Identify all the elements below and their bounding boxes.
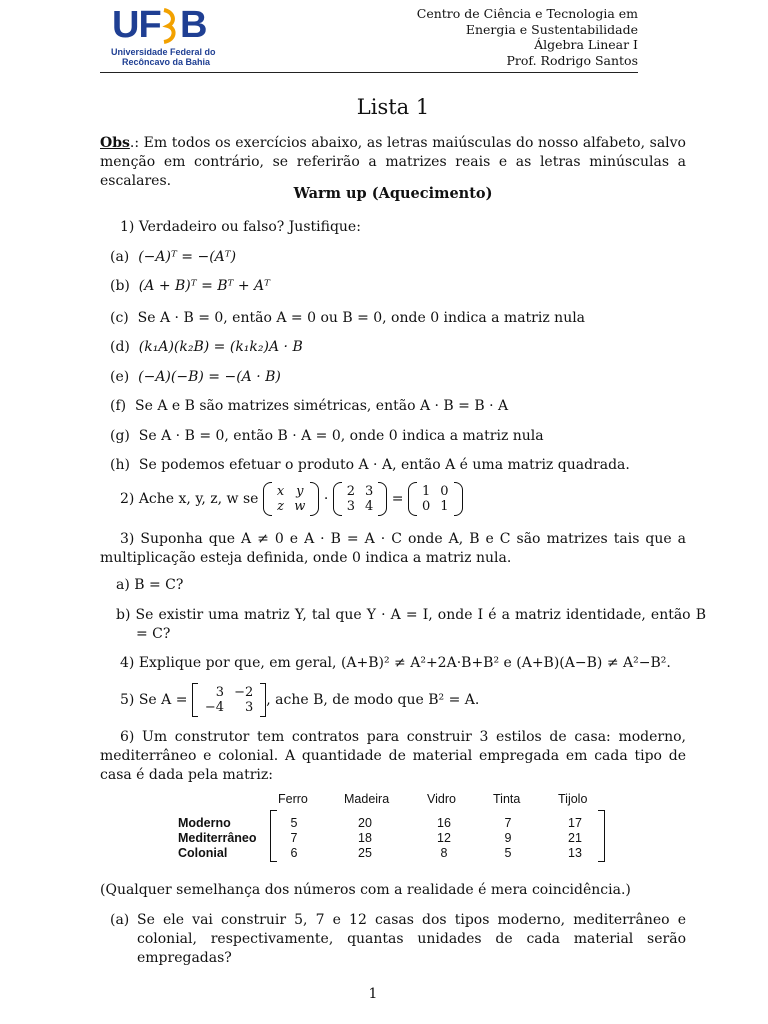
- row-label: Moderno: [178, 816, 231, 830]
- item-label: (e): [110, 369, 130, 385]
- q4: 4) Explique por que, em geral, (A+B)² ≠ A²+2A·B+B² e (A+B)(A−B) ≠ A²−B².: [120, 655, 671, 671]
- item-text: (k₁A)(k₂B) = (k₁k₂)A · B: [138, 339, 303, 355]
- matrix-bracket-right: [598, 810, 605, 862]
- col-header: Madeira: [344, 792, 390, 806]
- item-label: (f): [110, 398, 127, 414]
- matrix-cell: 7: [504, 816, 512, 830]
- matrix-cell: 9: [504, 831, 512, 845]
- q5-matrix: [192, 685, 266, 715]
- matrix-cell: 20: [358, 816, 372, 830]
- matrix-cell: w: [294, 499, 306, 514]
- matrix-cell: x: [276, 484, 285, 499]
- matrix-cell: 21: [568, 831, 582, 845]
- q1-item-b: [110, 277, 270, 296]
- q2-matrix-xyzw: [263, 484, 319, 514]
- item-text: Se A · B = 0, então B · A = 0, onde 0 indica a matriz nula: [138, 428, 544, 444]
- q1-item-a: [110, 248, 236, 267]
- obs-paragraph: [100, 134, 686, 191]
- item-text: Se A e B são matrizes simétricas, então A · B = B · A: [135, 398, 509, 414]
- matrix-cell: 0: [421, 499, 431, 514]
- header-info: [417, 6, 638, 68]
- matrix-cell: 0: [440, 484, 449, 499]
- q3-text: 3) Suponha que A ≠ 0 e A · B = A · C onde A, B e C são matrizes tais que a multiplicação esteja definida, onde 0 indica a matriz nula.: [100, 531, 686, 566]
- q1-item-d: [110, 338, 303, 357]
- q3-b: b) Se existir uma matriz Y, tal que Y · A = I, onde I é a matriz identidade, então B = C?: [116, 607, 706, 642]
- matrix-cell: 25: [358, 846, 372, 860]
- matrix-cell: 3: [244, 700, 254, 715]
- q1-item-g: [110, 427, 544, 446]
- header-line: Energia e Sustentabilidade: [465, 21, 638, 37]
- q2-dot: ·: [323, 490, 329, 507]
- row-label: Mediterrâneo: [178, 831, 257, 845]
- header-line: Prof. Rodrigo Santos: [506, 52, 638, 68]
- item-label: (h): [110, 457, 130, 473]
- matrix-cell: y: [296, 484, 304, 499]
- item-text: (−A)ᵀ = −(Aᵀ): [138, 249, 237, 265]
- q6-a-text: Se ele vai construir 5, 7 e 12 casas dos tipos moderno, mediterrâneo e colonial, respectivamente, quantas unidades de cada material serão empregadas?: [137, 912, 686, 966]
- section-title: Warm up (Aquecimento): [293, 185, 493, 202]
- page-title: Lista 1: [356, 95, 430, 119]
- item-label: (g): [110, 428, 130, 444]
- matrix-cell: −4: [204, 700, 225, 715]
- item-text: Se podemos efetuar o produto A · A, então A é uma matriz quadrada.: [138, 457, 630, 473]
- item-label: (d): [110, 339, 130, 355]
- matrix-cell: 5: [504, 846, 512, 860]
- header-line: Centro de Ciência e Tecnologia em: [416, 6, 638, 21]
- q2-matrix-identity: [408, 484, 463, 514]
- q2-prompt: 2) Ache x, y, z, w se: [120, 490, 259, 507]
- row-label: Colonial: [178, 846, 228, 860]
- q1-item-e: [110, 368, 281, 387]
- matrix-cell: 7: [290, 831, 298, 845]
- col-header: Tijolo: [558, 792, 588, 806]
- matrix-cell: 18: [358, 831, 372, 845]
- matrix-cell: 1: [421, 484, 431, 499]
- item-text: Se A · B = 0, então A = 0 ou B = 0, onde 0 indica a matriz nula: [137, 310, 586, 326]
- item-text: (A + B)ᵀ = Bᵀ + Aᵀ: [138, 278, 271, 294]
- matrix-cell: 16: [437, 816, 451, 830]
- item-text: (−A)(−B) = −(A · B): [138, 369, 281, 385]
- logo-flame-icon: [158, 6, 180, 46]
- material-matrix: [178, 792, 618, 864]
- logo-uf: UF: [112, 4, 161, 46]
- q1-prompt: 1) Verdadeiro ou falso? Justifique:: [120, 219, 361, 235]
- matrix-cell: 13: [568, 846, 582, 860]
- page-number: 1: [368, 986, 378, 1002]
- q2-eq: =: [391, 490, 404, 507]
- q1-item-f: [110, 397, 508, 416]
- q6-a-label: (a): [110, 912, 130, 928]
- q6-note: (Qualquer semelhança dos números com a realidade é mera coincidência.): [100, 882, 631, 898]
- col-header: Tinta: [493, 792, 521, 806]
- col-header: Ferro: [278, 792, 308, 806]
- q5: [120, 685, 479, 715]
- matrix-cell: 2: [346, 484, 356, 499]
- header-line: Álgebra Linear I: [534, 37, 638, 52]
- logo-subtitle-2: Recôncavo da Bahia: [122, 57, 211, 67]
- matrix-cell: 1: [440, 499, 449, 514]
- matrix-cell: 3: [215, 685, 225, 700]
- q2: [120, 484, 463, 514]
- matrix-cell: 3: [346, 499, 356, 514]
- logo-subtitle-1: Universidade Federal do: [111, 47, 216, 57]
- matrix-cell: 6: [290, 846, 298, 860]
- obs-text: .: Em todos os exercícios abaixo, as letras maiúsculas do nosso alfabeto, salvo menção em contrário, se referirão a matrizes reais e as letras minúsculas a escalares.: [100, 135, 686, 189]
- matrix-cell: 12: [437, 831, 451, 845]
- matrix-cell: 4: [365, 499, 374, 514]
- col-header: Vidro: [427, 792, 456, 806]
- q1-item-h: [110, 456, 630, 475]
- q1-item-c: [110, 309, 585, 328]
- q6-text: 6) Um construtor tem contratos para construir 3 estilos de casa: moderno, mediterrâneo e colonial. A quantidade de material empregada em cada tipo de casa é dada pela matriz:: [100, 729, 686, 783]
- matrix-cell: z: [277, 499, 284, 514]
- matrix-cell: 8: [440, 846, 448, 860]
- item-label: (c): [110, 310, 129, 326]
- item-label: (b): [110, 278, 130, 294]
- q5-prefix: 5) Se A =: [120, 691, 188, 708]
- logo-b: B: [180, 4, 208, 46]
- item-label: (a): [110, 249, 130, 265]
- q5-suffix: , ache B, de modo que B² = A.: [266, 691, 480, 708]
- q2-matrix-2334: [333, 484, 388, 514]
- matrix-cell: 5: [290, 816, 298, 830]
- matrix-cell: 17: [568, 816, 582, 830]
- matrix-cell: 3: [365, 484, 374, 499]
- obs-label: Obs: [100, 135, 130, 151]
- matrix-cell: −2: [234, 685, 254, 700]
- header-rule: [100, 72, 638, 73]
- q3-a: a) B = C?: [116, 577, 184, 593]
